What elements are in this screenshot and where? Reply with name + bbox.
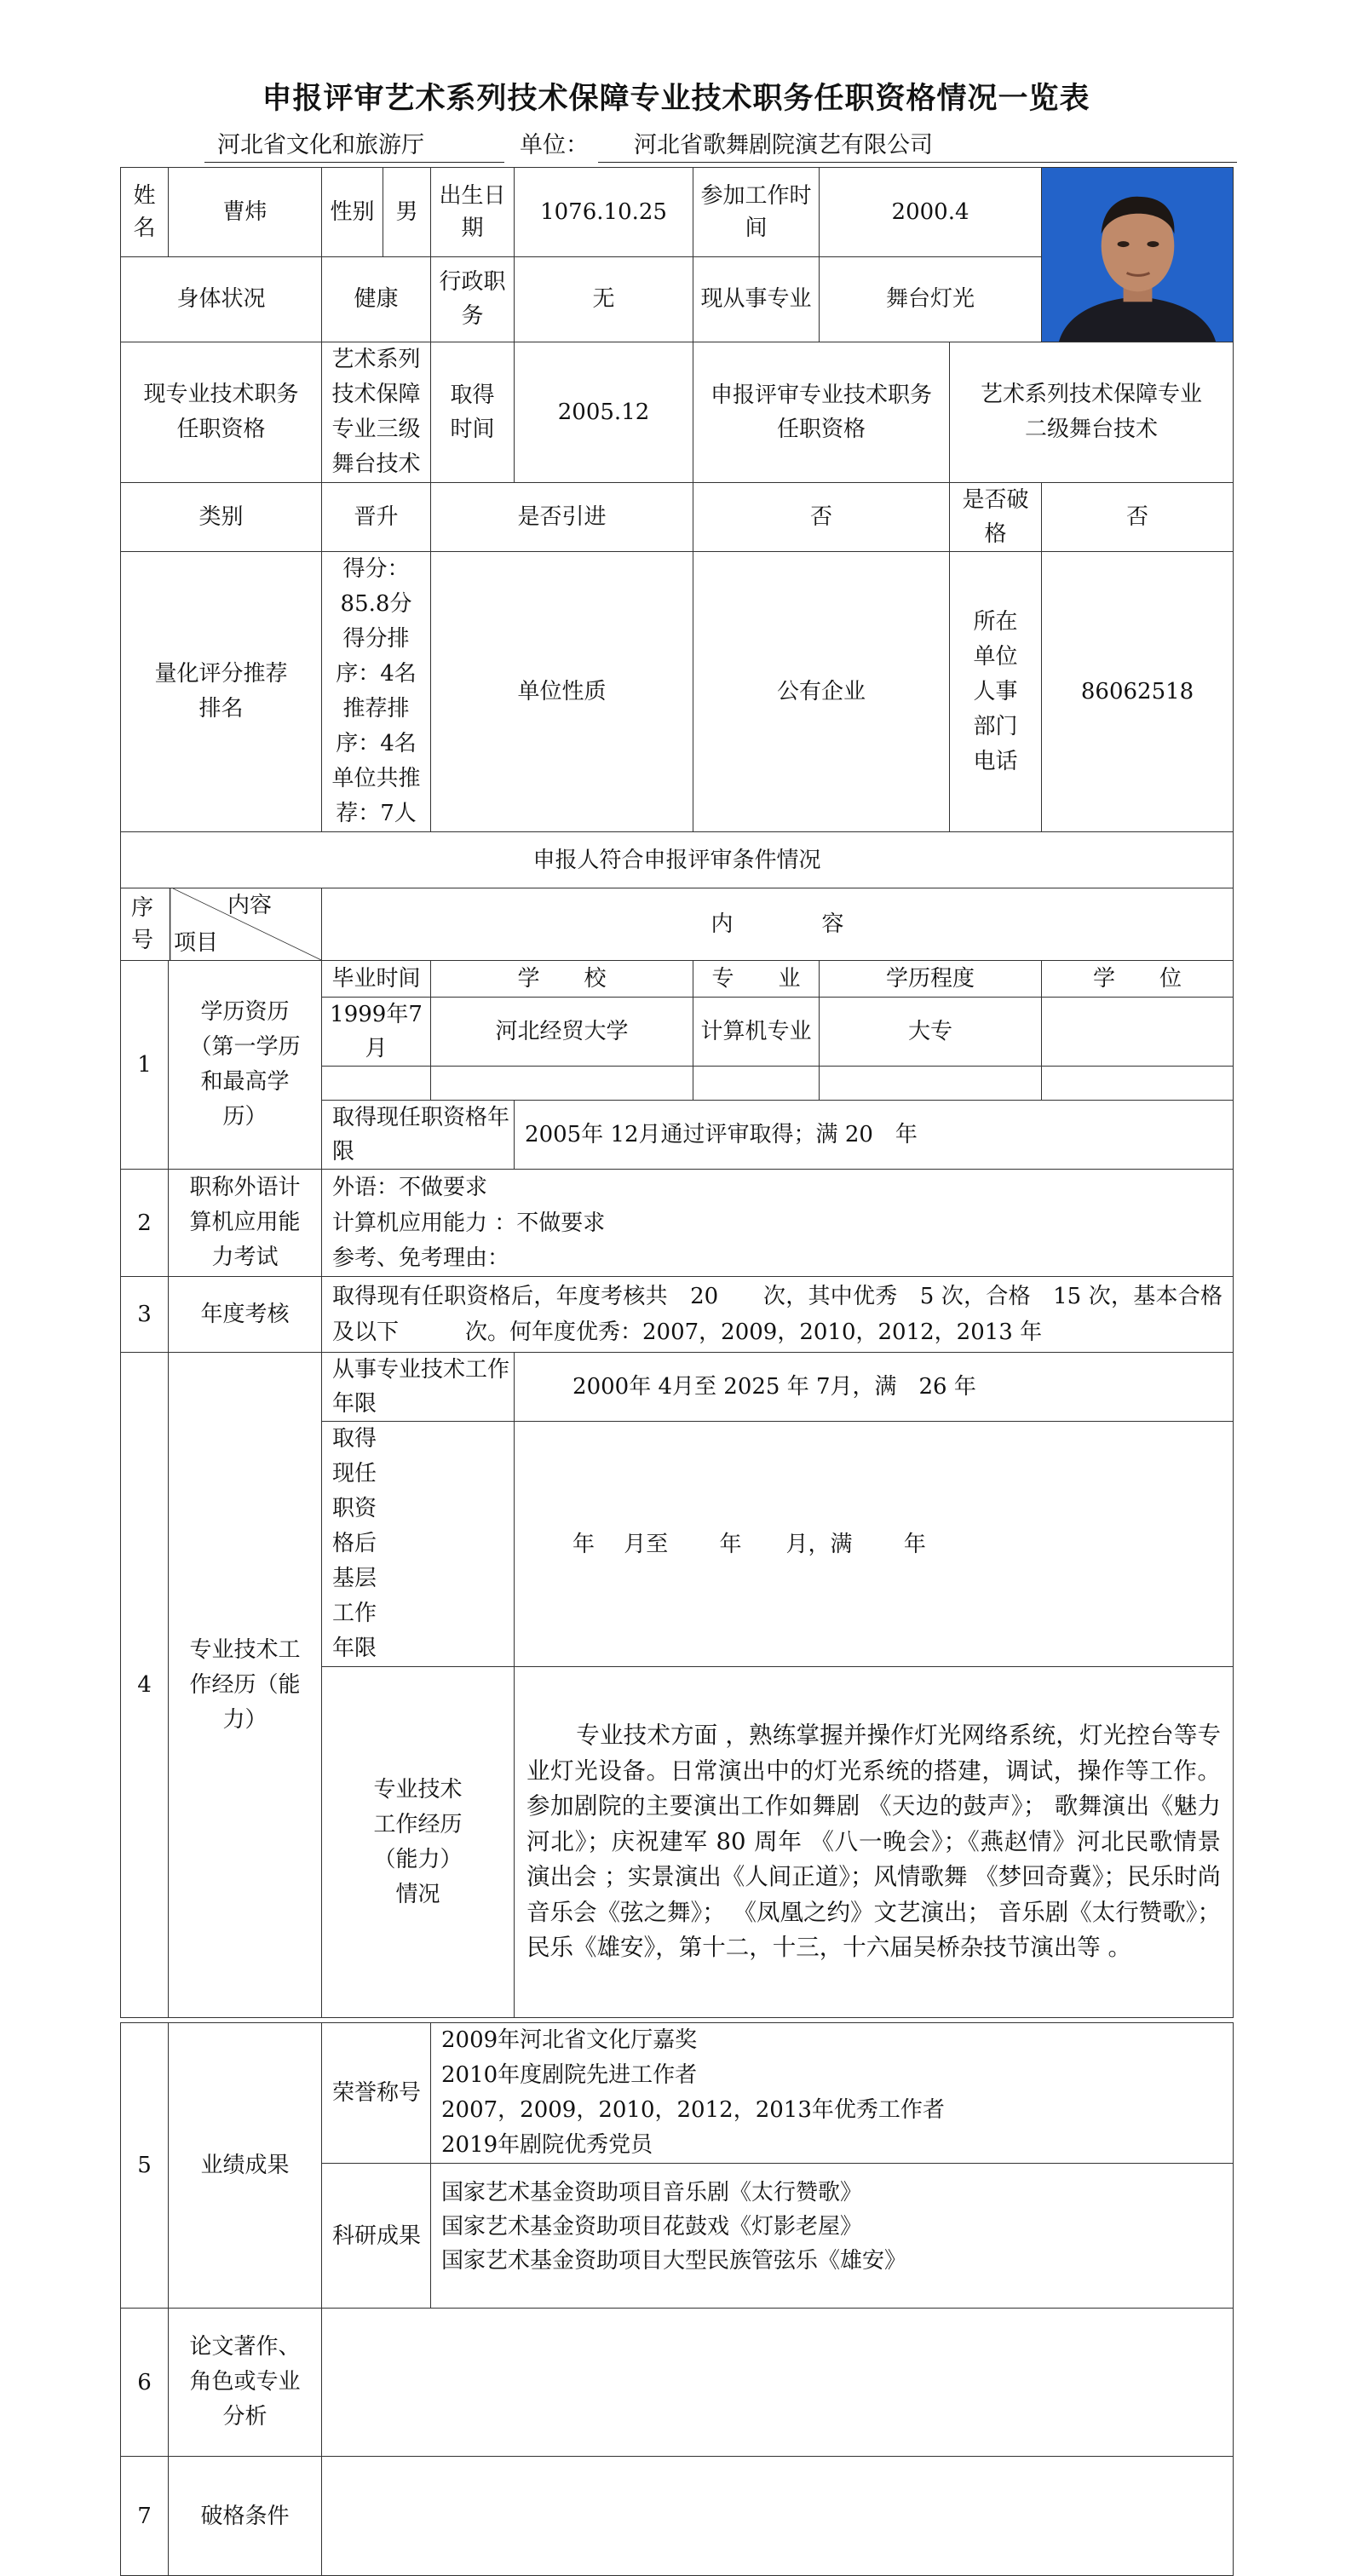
health-value: 健康 [322, 256, 431, 342]
corner-no-label: 序号 [130, 895, 153, 954]
grad-time-header: 毕业时间 [322, 961, 431, 998]
computer-skill-line: 计算机应用能力 ：不做要求 [322, 1205, 1234, 1241]
unit-total-text: 单位共推荐：7人 [331, 766, 421, 827]
category-value: 晋升 [322, 483, 431, 552]
school-header: 学 校 [431, 961, 693, 998]
row2-no: 2 [121, 1170, 169, 1277]
experience-text [515, 1667, 1234, 2018]
introduced-label: 是否引进 [431, 483, 693, 552]
row6-content [322, 2309, 1234, 2457]
annual-review-text: 取得现有任职资格后，年度考核共 20 次，其中优秀 5 次，合格 15 次，基本合格及以下 次。何年度优秀：2007，2009，2010，2012，2013 年 [322, 1277, 1234, 1353]
name-label: 姓名 [121, 168, 169, 257]
row7-item: 破格条件 [169, 2457, 322, 2576]
major-value: 计算机专业 [693, 998, 820, 1067]
row5-no: 5 [121, 2023, 169, 2309]
hr-phone-label: 所在单位人事部门电话 [950, 552, 1042, 832]
current-major-label: 现从事专业 [693, 256, 820, 342]
honor-item: 2019年剧院优秀党员 [441, 2132, 653, 2159]
major-header: 专 业 [693, 961, 820, 998]
qual-years-value: 2005年 12月通过评审取得；满 20 年 [515, 1101, 1234, 1170]
school-value: 河北经贸大学 [431, 998, 693, 1067]
row6-item: 论文著作、角色或专业分析 [169, 2309, 322, 2457]
ranking-values [322, 552, 431, 832]
work-years-label: 从事专业技术工作年限 [322, 1353, 515, 1422]
level-value-2 [820, 1067, 1042, 1101]
gender-label: 性别 [322, 168, 383, 257]
obtain-time-value: 2005.12 [515, 342, 693, 483]
honor-label: 荣誉称号 [322, 2023, 431, 2164]
recommend-rank-text: 推荐排序：4名 [336, 696, 417, 757]
row1-item: 学历资历（第一学历和最高学历） [169, 961, 322, 1170]
current-major-value: 舞台灯光 [820, 256, 1042, 342]
row4-item: 专业技术工作经历（能力） [169, 1353, 322, 2018]
school-value-2 [431, 1067, 693, 1101]
honor-item: 2010年度剧院先进工作者 [441, 2062, 698, 2089]
unit-label: 单位： [520, 132, 589, 158]
admin-post-label: 行政职务 [431, 256, 515, 342]
hr-phone-value: 86062518 [1042, 552, 1234, 832]
current-qual-value: 艺术系列技术保障专业三级舞台技术 [322, 342, 431, 483]
form-title: 申报评审艺术系列技术保障专业技术职务任职资格情况一览表 [262, 82, 1090, 116]
grad-time-value: 1999年7月 [322, 998, 431, 1067]
department-field: 河北省文化和旅游厅 [204, 131, 504, 163]
gender-value: 男 [383, 168, 431, 257]
category-label: 类别 [121, 483, 322, 552]
level-header: 学历程度 [820, 961, 1042, 998]
degree-value [1042, 998, 1234, 1067]
row2-item: 职称外语计算机应用能力考试 [169, 1170, 322, 1277]
current-qual-label: 现专业技术职务任职资格 [121, 342, 322, 483]
apply-qual-label: 申报评审专业技术职务任职资格 [693, 342, 950, 483]
research-list [431, 2164, 1234, 2309]
person-photo-icon [1042, 168, 1233, 342]
conditions-section-title: 申报人符合申报评审条件情况 [121, 832, 1234, 888]
experience-body: 专业技术方面 ，熟练掌握并操作灯光网络系统，灯光控台等专业灯光设备。日常演出中的灯光系统的搭建，调试，操作等工作。参加剧院的主要演出工作如舞剧 《天边的鼓声》； 歌舞演出《魅力河北》；庆祝建军 80 周年 《八一晚会》；《燕赵情》河北民歌情景演出会 ；实景演出《人间正道》；风情歌舞 《梦回奇冀》；民乐时尚音乐会《弦之舞》； 《凤凰之约》文艺演出； 音乐剧《太行赞歌》；民乐《雄安》，第十二，十三，十六届吴桥杂技节演出等 。 [526, 1722, 1222, 1962]
exemption-line: 参考、免考理由： [322, 1241, 1234, 1277]
experience-label: 专业技术工作经历（能力）情况 [322, 1667, 515, 2018]
research-item: 国家艺术基金资助项目大型民族管弦乐《雄安》 [441, 2248, 907, 2274]
corner-content-label: 内容 [227, 893, 272, 919]
ranking-label: 量化评分推荐排名 [121, 552, 322, 832]
row7-no: 7 [121, 2457, 169, 2576]
score-text: 得分：85.8分 [340, 556, 412, 618]
row7-content [322, 2457, 1234, 2576]
qualification-table [120, 167, 1234, 2576]
research-item: 国家艺术基金资助项目音乐剧《太行赞歌》 [441, 2180, 863, 2206]
birth-value: 1076.10.25 [515, 168, 693, 257]
exceptional-value: 否 [1042, 483, 1234, 552]
grad-time-value-2 [322, 1067, 431, 1101]
table-corner-header [121, 888, 322, 961]
applicant-photo [1042, 168, 1234, 342]
unit-field: 河北省歌舞剧院演艺有限公司 [598, 131, 1237, 163]
research-label: 科研成果 [322, 2164, 431, 2309]
row5-item: 业绩成果 [169, 2023, 322, 2309]
introduced-value: 否 [693, 483, 950, 552]
row6-no: 6 [121, 2309, 169, 2457]
level-value: 大专 [820, 998, 1042, 1067]
honor-item: 2007，2009，2010，2012，2013年优秀工作者 [441, 2097, 945, 2124]
exceptional-label: 是否破格 [950, 483, 1042, 552]
birth-label: 出生日期 [431, 168, 515, 257]
name-value: 曹炜 [169, 168, 322, 257]
major-value-2 [693, 1067, 820, 1101]
row4-no: 4 [121, 1353, 169, 2018]
health-label: 身体状况 [121, 256, 322, 342]
apply-qual-value: 艺术系列技术保障专业二级舞台技术 [950, 342, 1234, 483]
unit-nature-label: 单位性质 [431, 552, 693, 832]
unit-nature-value: 公有企业 [693, 552, 950, 832]
foreign-language-line: 外语：不做要求 [322, 1170, 1234, 1205]
header-line [204, 131, 1235, 165]
degree-value-2 [1042, 1067, 1234, 1101]
row3-no: 3 [121, 1277, 169, 1353]
honor-item: 2009年河北省文化厅嘉奖 [441, 2027, 698, 2054]
content-header: 内 容 [322, 888, 1234, 961]
work-years-value: 2000年 4月至 2025 年 7月，满 26 年 [515, 1353, 1234, 1422]
row3-item: 年度考核 [169, 1277, 322, 1353]
work-start-label: 参加工作时间 [693, 168, 820, 257]
research-item: 国家艺术基金资助项目花鼓戏《灯影老屋》 [441, 2214, 863, 2240]
admin-post-value: 无 [515, 256, 693, 342]
score-rank-text: 得分排序：4名 [336, 626, 417, 687]
work-start-value: 2000.4 [820, 168, 1042, 257]
grassroots-years-value: 年 月至 年 月，满 年 [515, 1422, 1234, 1667]
row1-no: 1 [121, 961, 169, 1170]
degree-header: 学 位 [1042, 961, 1234, 998]
qual-years-label: 取得现任职资格年限 [322, 1101, 515, 1170]
corner-item-label: 项目 [174, 930, 219, 957]
obtain-time-label: 取得时间 [431, 342, 515, 483]
grassroots-years-label: 取得现任职资格后基层工作年限 [322, 1422, 515, 1667]
honor-list [431, 2023, 1234, 2164]
